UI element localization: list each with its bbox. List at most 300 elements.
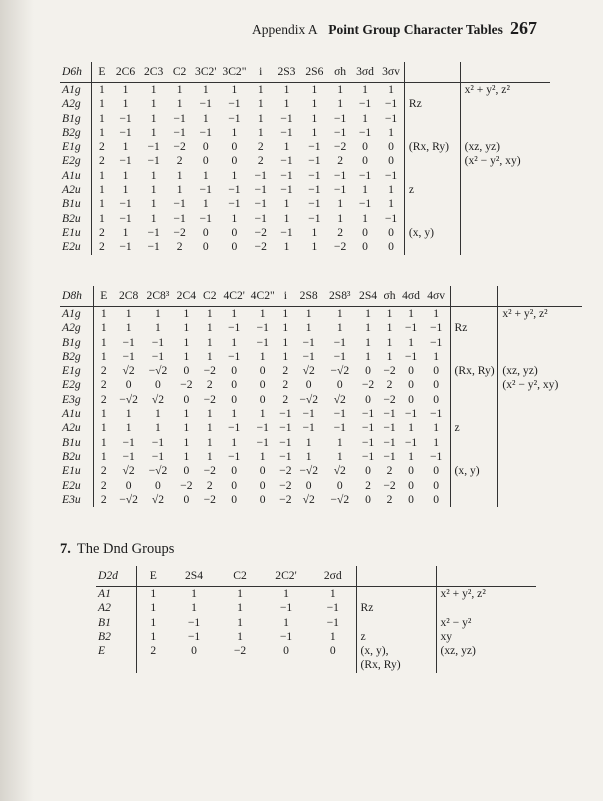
character-value: 1 xyxy=(378,126,404,140)
character-value: 1 xyxy=(237,601,243,615)
character-value: −1 xyxy=(333,349,346,363)
irrep-row xyxy=(96,587,536,602)
irrep-row xyxy=(60,212,550,226)
class-header: 2C4 xyxy=(173,286,200,307)
character-value: 0 xyxy=(259,364,266,378)
character-value: 1 xyxy=(336,321,343,335)
group-label: D6h xyxy=(60,62,92,83)
linear-rotation-function xyxy=(450,493,498,507)
character-value: −1 xyxy=(119,111,132,125)
character-value: −1 xyxy=(404,407,418,421)
character-value: 1 xyxy=(206,349,213,363)
character-value: 1 xyxy=(176,83,183,96)
character-value: 0 xyxy=(408,478,414,492)
character-value: 1 xyxy=(378,83,404,98)
quadratic-function: x² − y² xyxy=(440,615,472,629)
character-value: −1 xyxy=(404,435,418,449)
irrep-label: B1g xyxy=(60,336,93,350)
irrep-row xyxy=(60,421,582,435)
character-value: 1 xyxy=(150,601,157,615)
character-value: 1 xyxy=(365,335,371,349)
quadratic-function: xy xyxy=(440,629,453,643)
class-header: 2S6 xyxy=(300,62,328,83)
character-value: 1 xyxy=(206,421,213,435)
character-value: 1 xyxy=(100,321,107,335)
character-value: 0 xyxy=(408,392,414,406)
character-value: 2 xyxy=(99,154,105,168)
character-value: 2 xyxy=(206,478,213,492)
character-value: 1 xyxy=(155,321,161,335)
character-value: −√2 xyxy=(299,464,319,478)
linear-rotation-function xyxy=(404,212,460,226)
irrep-label: B2g xyxy=(60,126,92,140)
character-value: 2 xyxy=(100,492,107,506)
character-value: 1 xyxy=(125,321,132,335)
character-value: 1 xyxy=(99,197,105,211)
character-value: 1 xyxy=(183,449,190,463)
irrep-label: E1u xyxy=(60,226,92,240)
character-value: 0 xyxy=(305,478,312,492)
character-value: 2 xyxy=(99,240,105,254)
irrep-row xyxy=(60,393,582,407)
character-value: −1 xyxy=(280,125,293,139)
character-value: −1 xyxy=(378,97,404,111)
character-value: 1 xyxy=(283,211,290,225)
character-value: 0 xyxy=(365,492,371,506)
character-value: −1 xyxy=(122,435,135,449)
irrep-label: E xyxy=(96,644,136,658)
character-value: −1 xyxy=(254,183,267,197)
character-value: 1 xyxy=(408,307,414,320)
character-value: 1 xyxy=(365,321,371,335)
character-value: √2 xyxy=(151,492,165,506)
character-value: 0 xyxy=(183,392,190,406)
character-value: 1 xyxy=(99,168,105,182)
quadratic-function xyxy=(498,336,582,350)
character-value: −1 xyxy=(383,407,396,421)
character-value: −1 xyxy=(308,211,321,225)
class-header: C2 xyxy=(168,62,192,83)
character-value: −1 xyxy=(279,449,292,463)
character-value: 1 xyxy=(337,83,343,96)
character-value: √2 xyxy=(122,464,135,478)
character-value: 0 xyxy=(423,464,450,478)
class-header: E xyxy=(136,566,170,587)
character-value: −1 xyxy=(361,407,375,421)
character-value: 0 xyxy=(362,140,368,154)
irrep-label: A2u xyxy=(60,183,92,197)
quadratic-function xyxy=(460,169,550,183)
character-value: −2 xyxy=(279,478,292,492)
irrep-label: E1u xyxy=(60,464,93,478)
character-value: 2 xyxy=(100,364,107,378)
quadratic-function xyxy=(498,393,582,407)
character-value: 2 xyxy=(337,154,343,168)
character-value: −1 xyxy=(333,421,346,435)
linear-rotation-function xyxy=(450,407,498,421)
character-value: 1 xyxy=(305,435,312,449)
irrep-label: B1g xyxy=(60,112,92,126)
character-value: 1 xyxy=(336,435,343,449)
class-header: 2S8³ xyxy=(323,286,356,307)
character-value: 0 xyxy=(202,154,209,168)
character-value: −1 xyxy=(256,435,269,449)
character-value: −√2 xyxy=(148,464,168,478)
character-value: 1 xyxy=(191,587,197,600)
character-value: 1 xyxy=(362,111,368,125)
character-value: −1 xyxy=(280,183,293,197)
character-value: 1 xyxy=(283,240,290,254)
character-value: 0 xyxy=(183,492,190,506)
character-value: −1 xyxy=(308,154,321,168)
irrep-row xyxy=(60,112,550,126)
quadratic-function xyxy=(498,321,582,335)
character-value: 1 xyxy=(150,111,157,125)
character-value: 0 xyxy=(155,478,161,492)
linear-rotation-function: (Rx, Ry) xyxy=(356,658,436,672)
character-value: −1 xyxy=(279,601,293,615)
character-value: 1 xyxy=(122,140,129,154)
quadratic-function: (xz, yz) xyxy=(440,644,476,658)
character-value: 1 xyxy=(150,211,157,225)
character-value: 1 xyxy=(206,407,213,421)
character-value: 1 xyxy=(378,183,404,197)
quadratic-function xyxy=(498,350,582,364)
character-value: 0 xyxy=(423,364,450,378)
linear-rotation-function: Rz xyxy=(404,97,460,111)
character-value: −√2 xyxy=(330,492,350,506)
irrep-label xyxy=(96,658,136,672)
character-value: 2 xyxy=(386,378,393,392)
character-value: 0 xyxy=(362,225,368,239)
character-value: −1 xyxy=(228,197,241,211)
character-value: −1 xyxy=(302,407,315,421)
class-header: 3σd xyxy=(352,62,378,83)
irrep-row xyxy=(60,436,582,450)
character-value: 1 xyxy=(423,307,450,322)
character-value: 1 xyxy=(408,421,414,435)
character-value: −1 xyxy=(187,615,201,629)
linear-rotation-function: (Rx, Ry) xyxy=(404,140,460,154)
irrep-label: B2 xyxy=(96,630,136,644)
character-value: 1 xyxy=(176,183,183,197)
irrep-label: E3u xyxy=(60,493,93,507)
irrep-row xyxy=(60,321,582,335)
character-value: 2 xyxy=(206,378,213,392)
character-value: −1 xyxy=(228,111,241,125)
character-value: 1 xyxy=(231,335,238,349)
character-value: 1 xyxy=(150,183,157,197)
character-value: 0 xyxy=(183,364,190,378)
character-value: −1 xyxy=(378,112,404,126)
character-value: −1 xyxy=(378,169,404,183)
irrep-label: A1g xyxy=(60,307,93,322)
character-value: −1 xyxy=(404,349,418,363)
character-value: 1 xyxy=(337,197,343,211)
character-value: −2 xyxy=(203,464,216,478)
character-value: 2 xyxy=(176,240,183,254)
class-header: 2S4 xyxy=(170,566,218,587)
irrep-row xyxy=(60,479,582,493)
character-value: −2 xyxy=(173,225,186,239)
character-value: 1 xyxy=(283,83,290,96)
character-value: 0 xyxy=(231,378,238,392)
character-value: 1 xyxy=(125,307,132,320)
character-value: −1 xyxy=(279,421,292,435)
irrep-row xyxy=(60,83,550,98)
character-value: −2 xyxy=(180,378,193,392)
character-value: 2 xyxy=(282,364,289,378)
quadratic-function: (xz, yz) xyxy=(464,140,501,154)
character-value: 1 xyxy=(99,83,105,96)
character-value: −2 xyxy=(173,140,186,154)
irrep-row xyxy=(60,464,582,478)
character-value: −1 xyxy=(122,449,135,463)
character-value: −1 xyxy=(119,211,132,225)
character-value: 1 xyxy=(206,449,213,463)
character-value: −1 xyxy=(228,349,241,363)
character-value: √2 xyxy=(302,492,315,506)
character-value: 0 xyxy=(378,154,404,168)
character-value: 1 xyxy=(231,407,238,421)
character-value: −2 xyxy=(233,644,247,658)
character-value: −1 xyxy=(383,449,396,463)
section-heading xyxy=(60,541,174,558)
character-value: 2 xyxy=(176,154,183,168)
irrep-label: E2g xyxy=(60,154,92,168)
character-value: −1 xyxy=(361,421,375,435)
irrep-row xyxy=(60,97,550,111)
irrep-label: E2u xyxy=(60,479,93,493)
character-value: 1 xyxy=(202,83,209,96)
character-value: 0 xyxy=(378,226,404,240)
character-value: 1 xyxy=(183,335,190,349)
character-value: 1 xyxy=(99,111,105,125)
character-value: 1 xyxy=(206,335,213,349)
character-value: −1 xyxy=(280,154,293,168)
character-value: −1 xyxy=(173,111,186,125)
character-value: √2 xyxy=(333,392,346,406)
character-value: 2 xyxy=(365,478,371,492)
character-value: 1 xyxy=(206,307,213,320)
class-header: 2σd xyxy=(310,566,356,587)
class-header: E xyxy=(92,62,111,83)
d6h-character-table xyxy=(60,62,550,255)
character-value: 1 xyxy=(150,125,157,139)
linear-rotation-function: Rz xyxy=(450,321,498,335)
class-header: 4C2" xyxy=(249,286,277,307)
character-value: −2 xyxy=(279,492,292,506)
character-value: 2 xyxy=(150,644,157,658)
class-header: σh xyxy=(328,62,352,83)
character-value: √2 xyxy=(122,364,135,378)
character-value: 1 xyxy=(231,168,238,182)
character-value: −1 xyxy=(199,97,212,111)
page-header xyxy=(252,18,537,38)
quadratic-function xyxy=(460,226,550,240)
quadratic-function xyxy=(460,212,550,226)
quadratic-function: (x² − y², xy) xyxy=(502,378,559,392)
character-value: 1 xyxy=(150,168,157,182)
character-value: −1 xyxy=(358,125,372,139)
linear-rotation-function: z xyxy=(450,421,498,435)
irrep-label: B1u xyxy=(60,436,93,450)
irrep-label: B2g xyxy=(60,350,93,364)
character-value: 1 xyxy=(183,407,190,421)
character-value: −1 xyxy=(187,629,201,643)
character-value: −1 xyxy=(122,335,135,349)
character-value: 1 xyxy=(282,307,289,320)
character-value: −1 xyxy=(147,154,160,168)
character-value xyxy=(262,658,310,672)
linear-rotation-function: z xyxy=(356,630,436,644)
character-value: −1 xyxy=(279,629,293,643)
quadratic-function: (xz, yz) xyxy=(502,364,538,378)
quadratic-function xyxy=(436,658,536,672)
character-value: −1 xyxy=(302,349,315,363)
quadratic-function: x² + y², z² xyxy=(440,587,486,600)
character-value: −1 xyxy=(310,616,356,630)
linear-rotation-function xyxy=(450,393,498,407)
character-value: 1 xyxy=(100,421,107,435)
character-value: 2 xyxy=(282,392,289,406)
character-value: 2 xyxy=(386,492,393,506)
character-value: 0 xyxy=(259,492,266,506)
irrep-row xyxy=(96,630,536,644)
irrep-label: B2u xyxy=(60,212,92,226)
class-header: 2C8³ xyxy=(143,286,172,307)
irrep-label: E3g xyxy=(60,393,93,407)
character-value: 1 xyxy=(99,211,105,225)
character-value: 1 xyxy=(365,307,371,320)
character-value: 1 xyxy=(310,630,356,644)
character-value: 0 xyxy=(408,492,414,506)
character-value: −1 xyxy=(310,601,356,615)
character-value: −2 xyxy=(203,392,216,406)
character-value: −1 xyxy=(228,97,241,111)
character-value: 1 xyxy=(378,197,404,211)
character-value: −1 xyxy=(358,168,372,182)
class-header: i xyxy=(277,286,295,307)
class-header: i xyxy=(249,62,273,83)
character-value: 2 xyxy=(100,392,107,406)
irrep-row xyxy=(96,658,536,672)
character-value: 1 xyxy=(191,601,197,615)
irrep-row xyxy=(60,240,550,254)
character-value: 1 xyxy=(259,449,266,463)
character-value: 1 xyxy=(282,349,289,363)
quadratic-function xyxy=(460,240,550,254)
class-header: 3C2' xyxy=(191,62,219,83)
linear-rotation-function: Rz xyxy=(356,601,436,615)
character-value: 1 xyxy=(311,97,318,111)
character-value: −1 xyxy=(279,435,292,449)
quadratic-function xyxy=(498,407,582,421)
character-value: −1 xyxy=(308,168,321,182)
character-value: 2 xyxy=(100,464,107,478)
class-header: 3σv xyxy=(378,62,404,83)
character-value: 1 xyxy=(337,211,343,225)
class-header: 3C2" xyxy=(220,62,249,83)
character-value: 1 xyxy=(150,197,157,211)
class-header: 4σd xyxy=(399,286,423,307)
character-value: 0 xyxy=(231,492,238,506)
linear-rotation-function: (x, y) xyxy=(404,226,460,240)
character-value: −1 xyxy=(358,97,372,111)
character-value: 2 xyxy=(386,464,393,478)
character-value: 2 xyxy=(99,225,105,239)
irrep-label: A2g xyxy=(60,321,93,335)
class-header: 4σv xyxy=(423,286,450,307)
character-value: −1 xyxy=(256,421,269,435)
character-value: 1 xyxy=(311,240,318,254)
character-value: 0 xyxy=(378,140,404,154)
quadratic-function xyxy=(460,197,550,211)
character-value: 0 xyxy=(362,154,368,168)
character-value: −1 xyxy=(333,335,346,349)
character-value: −2 xyxy=(254,225,267,239)
character-value: −1 xyxy=(280,111,293,125)
character-value: 0 xyxy=(125,378,132,392)
character-value: −1 xyxy=(151,335,165,349)
character-value: −1 xyxy=(147,225,160,239)
irrep-row xyxy=(60,183,550,197)
character-value: −1 xyxy=(423,407,450,421)
character-value: 0 xyxy=(191,644,197,658)
character-value: 1 xyxy=(125,407,132,421)
character-value: 0 xyxy=(183,464,190,478)
character-value: −1 xyxy=(280,225,293,239)
character-value: 1 xyxy=(99,97,105,111)
character-value: 1 xyxy=(423,421,450,435)
character-value xyxy=(170,658,218,672)
character-value: −1 xyxy=(199,125,212,139)
character-value: −1 xyxy=(279,407,292,421)
linear-rotation-function xyxy=(404,197,460,211)
character-value: 1 xyxy=(150,629,157,643)
character-value: 2 xyxy=(282,378,289,392)
character-value: √2 xyxy=(333,464,346,478)
character-value: 0 xyxy=(202,225,209,239)
character-value: 1 xyxy=(257,125,264,139)
character-value: 0 xyxy=(259,464,266,478)
character-value: −1 xyxy=(254,197,267,211)
irrep-row xyxy=(60,450,582,464)
character-value: 1 xyxy=(125,421,132,435)
character-value: 1 xyxy=(100,407,107,421)
class-header: 2C6 xyxy=(111,62,139,83)
irrep-label: A1 xyxy=(96,587,136,602)
character-value: −1 xyxy=(254,168,267,182)
quadratic-function: x² + y², z² xyxy=(502,307,548,320)
linear-rotation-function xyxy=(404,126,460,140)
character-value: 0 xyxy=(155,378,161,392)
character-value: 2 xyxy=(100,478,107,492)
quadratic-function xyxy=(498,436,582,450)
character-value: 1 xyxy=(310,587,356,602)
irrep-row xyxy=(60,197,550,211)
character-value: 1 xyxy=(100,435,107,449)
character-value: 1 xyxy=(122,168,129,182)
irrep-label: E2g xyxy=(60,378,93,392)
character-value: 1 xyxy=(202,197,209,211)
linear-rotation-function: (x, y), xyxy=(356,644,436,658)
character-value: 1 xyxy=(408,449,414,463)
character-value: 1 xyxy=(122,225,129,239)
irrep-row xyxy=(60,350,582,364)
character-value: 0 xyxy=(378,240,404,254)
character-value: 0 xyxy=(231,225,238,239)
